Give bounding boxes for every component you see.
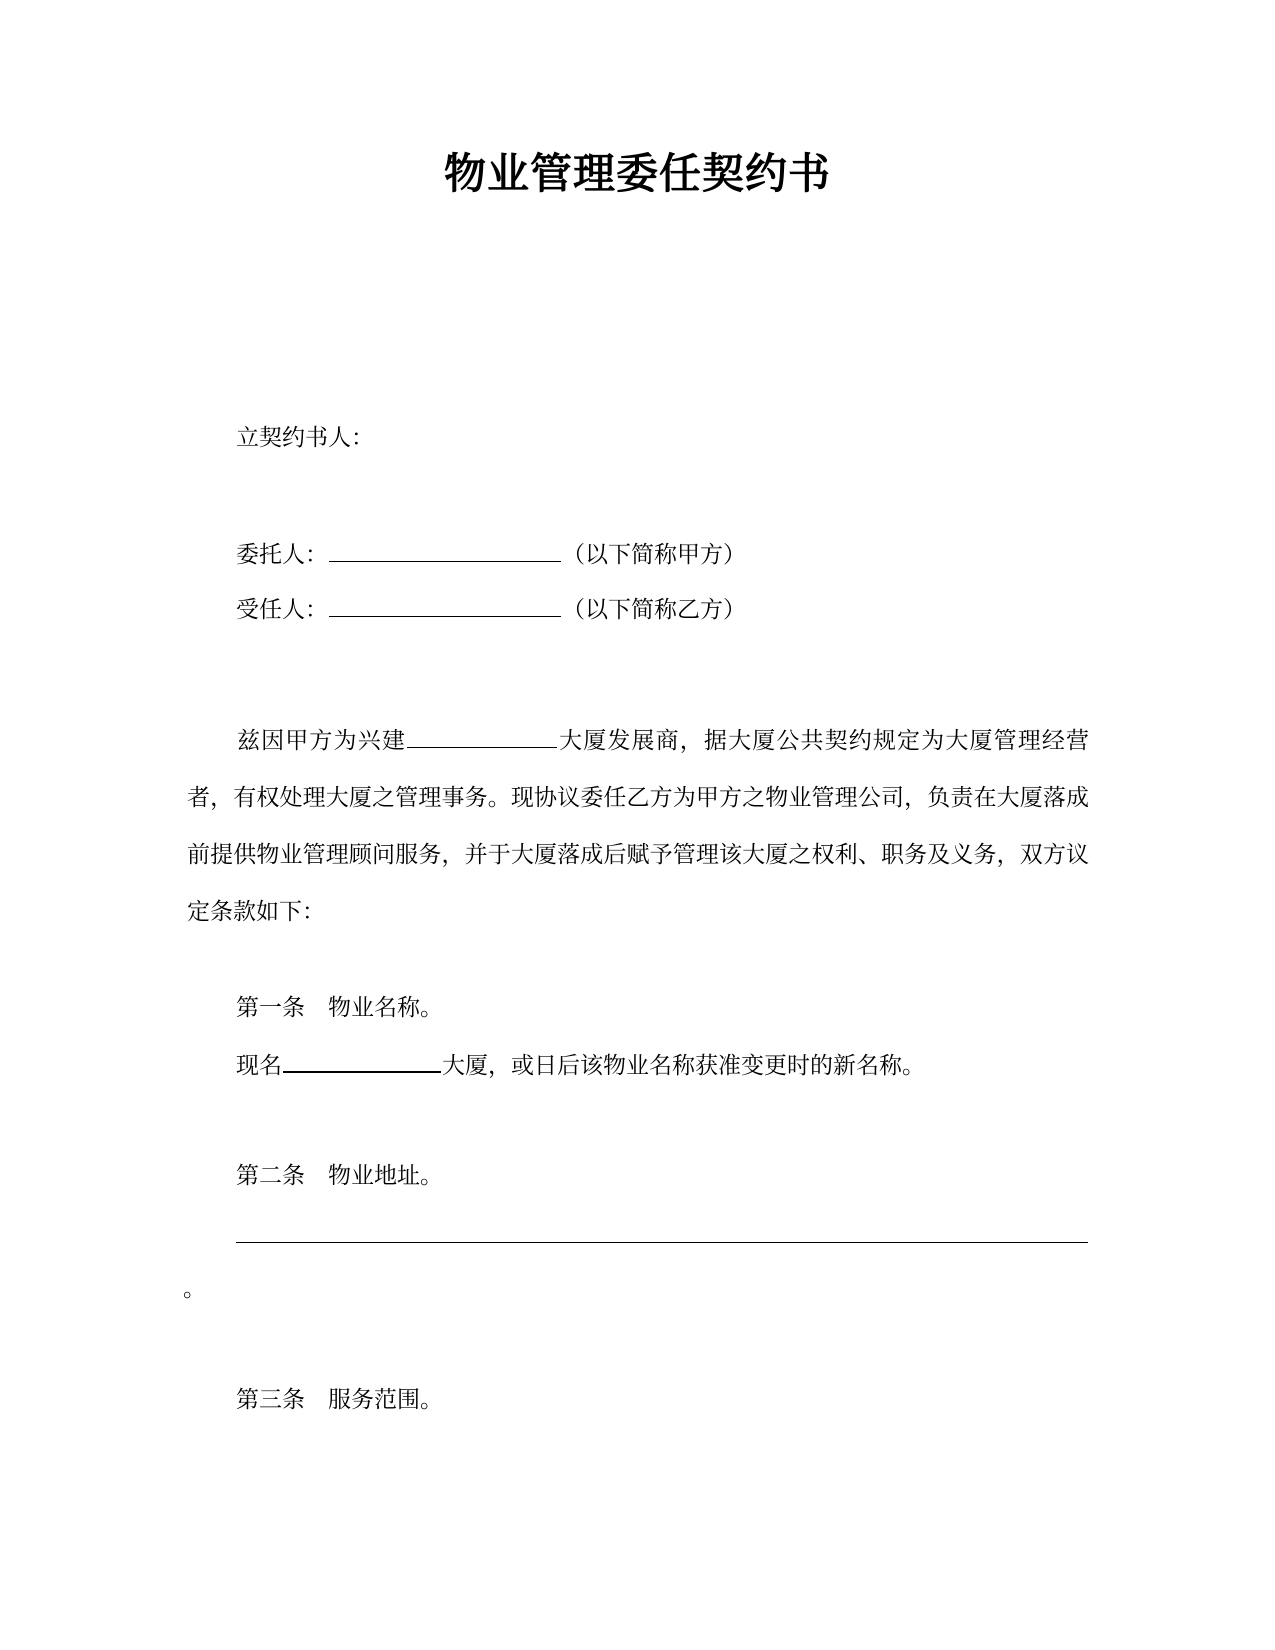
party-b-note: （以下简称乙方） xyxy=(562,597,746,623)
building-name-blank xyxy=(283,1047,441,1073)
party-a-label: 委托人： xyxy=(236,542,328,568)
article-2-heading: 第二条 物业地址。 xyxy=(236,1163,443,1189)
article-1-heading: 第一条 物业名称。 xyxy=(236,995,443,1021)
signatories-label: 立契约书人： xyxy=(236,425,374,451)
address-trailing-mark: 。 xyxy=(183,1276,206,1302)
document-title: 物业管理委任契约书 xyxy=(443,149,831,198)
party-a-line xyxy=(236,537,746,570)
party-b-label: 受任人： xyxy=(236,597,328,623)
party-b-line xyxy=(236,592,746,625)
preamble-text-after: 大厦发展商，据大厦公共契约规定为大厦管理经营者，有权处理大厦之管理事务。现协议委任乙方为甲方之物业管理公司，负责在大厦落成前提供物业管理顾问服务，并于大厦落成后赋予管理该大厦之权利、职务及义务，双方议定条款如下： xyxy=(187,728,1090,925)
party-b-blank xyxy=(329,592,561,617)
party-a-blank xyxy=(329,537,561,562)
article-1-text-after: 大厦，或日后该物业名称获准变更时的新名称。 xyxy=(442,1053,925,1079)
article-1-text-before: 现名 xyxy=(236,1053,282,1079)
developer-name-blank xyxy=(407,723,557,748)
article-3-heading: 第三条 服务范围。 xyxy=(236,1387,443,1413)
address-blank-line xyxy=(236,1242,1088,1243)
preamble-paragraph xyxy=(187,713,1089,941)
article-1-text xyxy=(236,1047,925,1081)
party-a-note: （以下简称甲方） xyxy=(562,542,746,568)
preamble-text-before: 兹因甲方为兴建 xyxy=(237,728,406,754)
